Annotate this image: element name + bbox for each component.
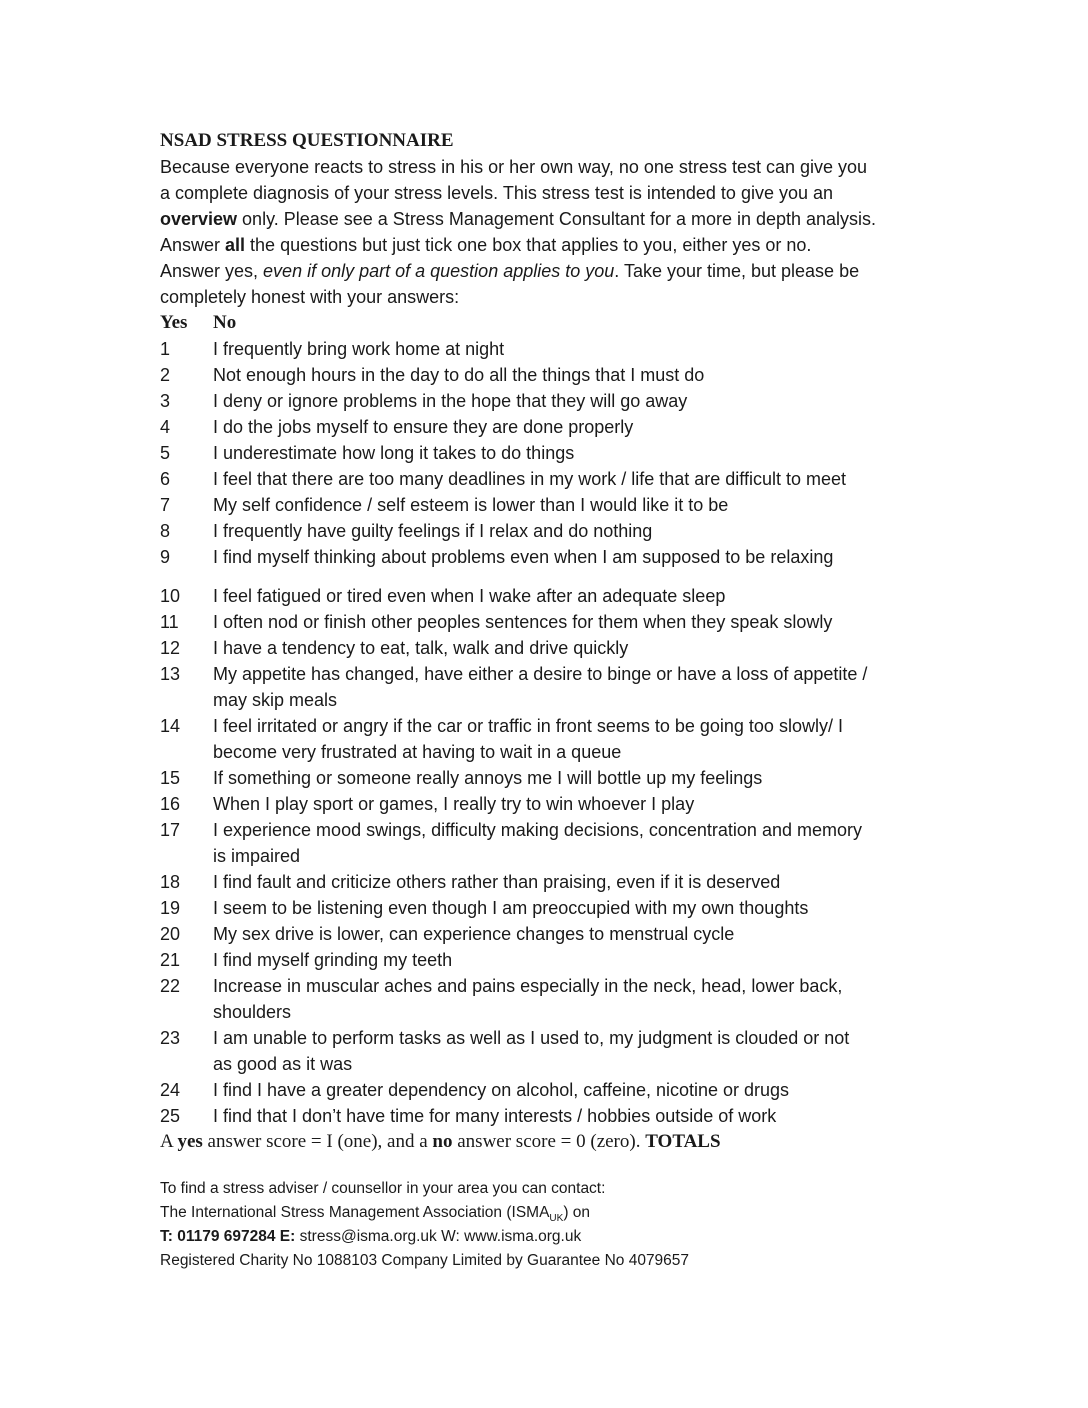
question-item (160, 921, 960, 947)
question-item (160, 466, 960, 492)
question-text (213, 609, 960, 635)
question-number: 19 (160, 898, 181, 918)
question-number: 8 (160, 521, 171, 541)
intro-italic-note: even if only part of a question applies to you (263, 261, 615, 281)
score-text-2: answer score = I (one), and a (202, 1131, 433, 1152)
question-text (213, 336, 960, 362)
no-column-header: No (213, 312, 237, 333)
question-text-line: as good as it was (213, 1054, 353, 1074)
question-item (160, 973, 960, 1025)
score-instructions (160, 1129, 960, 1155)
intro-line-4 (160, 232, 960, 258)
intro-line-3 (160, 206, 960, 232)
question-item (160, 661, 960, 713)
question-number: 7 (160, 495, 171, 515)
question-item (160, 388, 960, 414)
question-text-line: I frequently bring work home at night (213, 339, 505, 359)
question-text (213, 1077, 960, 1103)
question-number: 17 (160, 820, 181, 840)
question-text (213, 414, 960, 440)
question-number: 21 (160, 950, 181, 970)
question-item (160, 336, 960, 362)
intro-line-4-rest: the questions but just tick one box that applies to you, either yes or no. (245, 235, 812, 255)
intro-all-bold: all (225, 235, 246, 255)
question-text-line: I deny or ignore problems in the hope that they will go away (213, 391, 688, 411)
question-text (213, 817, 960, 869)
contact-info (160, 1177, 960, 1273)
question-item (160, 1077, 960, 1103)
question-number: 22 (160, 976, 181, 996)
questionnaire-page (160, 128, 960, 1273)
intro-line-2: a complete diagnosis of your stress levels. This stress test is intended to give you an (160, 183, 834, 203)
question-text-line: I am unable to perform tasks as well as I used to, my judgment is clouded or not (213, 1028, 850, 1048)
question-text-line: shoulders (213, 1002, 292, 1022)
contact-line-2-post: ) on (563, 1204, 591, 1221)
question-text (213, 544, 960, 570)
email-label: E: (275, 1228, 296, 1245)
question-item (160, 492, 960, 518)
score-no-bold: no (432, 1131, 453, 1152)
question-text-line: I have a tendency to eat, talk, walk and drive quickly (213, 638, 629, 658)
question-text-line: My appetite has changed, have either a desire to binge or have a loss of appetite / (213, 664, 868, 684)
question-text-line: I find I have a greater dependency on alcohol, caffeine, nicotine or drugs (213, 1080, 790, 1100)
question-text-line: I seem to be listening even though I am preoccupied with my own thoughts (213, 898, 809, 918)
score-yes-bold: yes (177, 1131, 203, 1152)
question-item (160, 791, 960, 817)
question-number: 11 (160, 612, 179, 632)
question-text (213, 973, 960, 1025)
question-text-line: I feel that there are too many deadlines in my work / life that are difficult to meet (213, 469, 846, 489)
totals-label: TOTALS (645, 1131, 721, 1152)
question-item (160, 1103, 960, 1129)
question-text-line: Not enough hours in the day to do all the things that I must do (213, 365, 705, 385)
question-number: 18 (160, 872, 181, 892)
yes-column-header: Yes (160, 312, 188, 333)
question-number: 12 (160, 638, 181, 658)
question-number: 23 (160, 1028, 181, 1048)
question-number: 9 (160, 547, 171, 567)
question-text (213, 947, 960, 973)
question-text (213, 895, 960, 921)
contact-line-2-pre: The International Stress Management Association (ISMA (160, 1204, 550, 1221)
question-text (213, 518, 960, 544)
question-item (160, 635, 960, 661)
question-text (213, 362, 960, 388)
question-item (160, 869, 960, 895)
contact-line-1: To find a stress adviser / counsellor in your area you can contact: (160, 1180, 606, 1197)
intro-line-3-rest: only. Please see a Stress Management Consultant for a more in depth analysis. (237, 209, 877, 229)
question-item (160, 1025, 960, 1077)
question-text (213, 765, 960, 791)
question-item (160, 544, 960, 570)
charity-registration: Registered Charity No 1088103 Company Limited by Guarantee No 4079657 (160, 1252, 690, 1269)
question-text-line: I find that I don’t have time for many interests / hobbies outside of work (213, 1106, 777, 1126)
question-number: 1 (160, 339, 171, 359)
question-text-line: I find myself grinding my teeth (213, 950, 453, 970)
question-number: 5 (160, 443, 171, 463)
question-item (160, 765, 960, 791)
question-text-line: I frequently have guilty feelings if I relax and do nothing (213, 521, 653, 541)
question-item (160, 440, 960, 466)
question-text-line: may skip meals (213, 690, 338, 710)
intro-line-4-pre: Answer (160, 235, 226, 255)
question-number: 13 (160, 664, 181, 684)
question-item (160, 895, 960, 921)
question-text (213, 440, 960, 466)
question-text-line: I feel fatigued or tired even when I wake after an adequate sleep (213, 586, 726, 606)
question-number: 24 (160, 1080, 181, 1100)
isma-uk-subscript: UK (549, 1213, 564, 1225)
question-text (213, 921, 960, 947)
question-item (160, 713, 960, 765)
question-text-line: I experience mood swings, difficulty making decisions, concentration and memory (213, 820, 862, 840)
question-text (213, 492, 960, 518)
phone-number: T: 01179 697284 (160, 1228, 276, 1245)
question-item (160, 947, 960, 973)
question-text-line: My self confidence / self esteem is lower than I would like it to be (213, 495, 729, 515)
question-number: 15 (160, 768, 181, 788)
question-text (213, 583, 960, 609)
intro-line-6: completely honest with your answers: (160, 287, 460, 307)
question-text (213, 661, 960, 713)
question-text-line: If something or someone really annoys me I will bottle up my feelings (213, 768, 763, 788)
answer-column-headers (160, 310, 960, 336)
question-number: 2 (160, 365, 171, 385)
email-and-web: stress@isma.org.uk W: www.isma.org.uk (295, 1228, 582, 1245)
question-text-line: Increase in muscular aches and pains especially in the neck, head, lower back, (213, 976, 843, 996)
question-number: 25 (160, 1106, 181, 1126)
question-item (160, 609, 960, 635)
question-text (213, 713, 960, 765)
question-number: 14 (160, 716, 181, 736)
question-text (213, 388, 960, 414)
question-text (213, 1103, 960, 1129)
question-number: 20 (160, 924, 181, 944)
question-item (160, 414, 960, 440)
intro-line-5-pre: Answer yes, (160, 261, 264, 281)
intro-line-5 (160, 258, 960, 284)
question-text-line: I underestimate how long it takes to do things (213, 443, 575, 463)
intro-paragraph (160, 154, 960, 310)
question-number: 4 (160, 417, 171, 437)
question-text-line: When I play sport or games, I really try to win whoever I play (213, 794, 695, 814)
question-text (213, 869, 960, 895)
question-number: 3 (160, 391, 171, 411)
question-text-line: I find myself thinking about problems even when I am supposed to be relaxing (213, 547, 834, 567)
score-text-3: answer score = 0 (zero). (452, 1131, 646, 1152)
question-text (213, 1025, 960, 1077)
question-text-line: My sex drive is lower, can experience changes to menstrual cycle (213, 924, 735, 944)
question-item (160, 518, 960, 544)
contact-line-3 (160, 1225, 960, 1249)
score-text-1: A (160, 1131, 178, 1152)
question-number: 16 (160, 794, 181, 814)
question-number: 10 (160, 586, 181, 606)
question-item (160, 583, 960, 609)
question-text-line: become very frustrated at having to wait in a queue (213, 742, 622, 762)
intro-line-5-rest: . Take your time, but please be (614, 261, 860, 281)
question-item (160, 817, 960, 869)
question-text-line: is impaired (213, 846, 301, 866)
question-text (213, 635, 960, 661)
question-text (213, 791, 960, 817)
question-text (213, 466, 960, 492)
question-list (160, 336, 960, 1129)
question-item (160, 362, 960, 388)
question-text-line: I feel irritated or angry if the car or traffic in front seems to be going too slowly/ I (213, 716, 843, 736)
page-title: NSAD STRESS QUESTIONNAIRE (160, 130, 454, 151)
question-number: 6 (160, 469, 171, 489)
question-text-line: I often nod or finish other peoples sentences for them when they speak slowly (213, 612, 833, 632)
intro-line-1: Because everyone reacts to stress in his or her own way, no one stress test can give you (160, 157, 868, 177)
intro-overview-bold: overview (160, 209, 238, 229)
question-text-line: I do the jobs myself to ensure they are done properly (213, 417, 634, 437)
question-text-line: I find fault and criticize others rather than praising, even if it is deserved (213, 872, 781, 892)
contact-line-2 (160, 1201, 960, 1225)
